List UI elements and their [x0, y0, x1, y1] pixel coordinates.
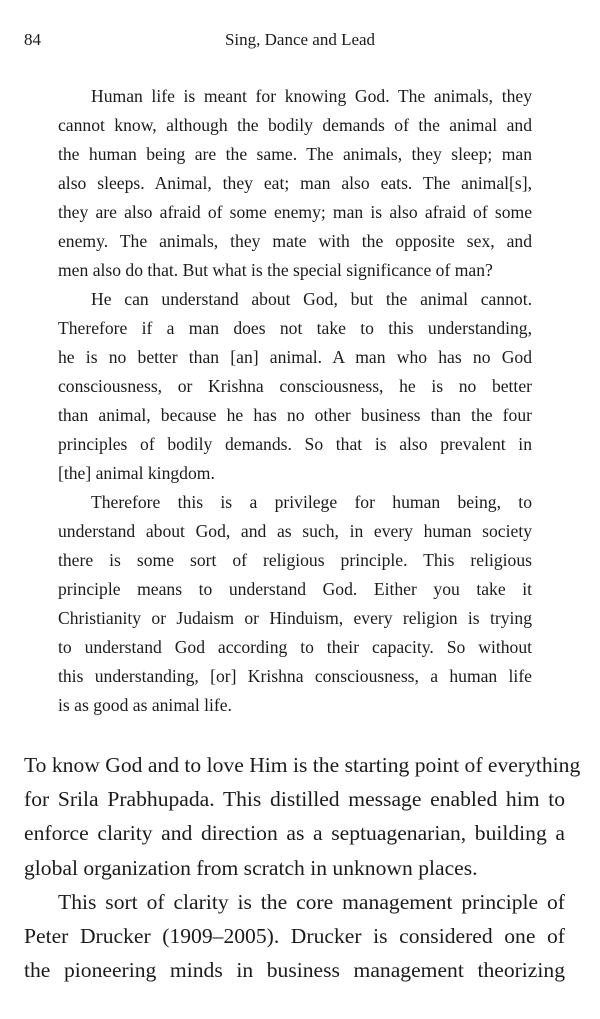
text-line: enemy. The animals, they mate with the opposite sex, and: [58, 231, 532, 251]
quote-paragraph: [58, 285, 532, 488]
quote-paragraph: [58, 82, 532, 285]
page-header: [0, 30, 600, 52]
text-line: Christianity or Judaism or Hinduism, every religion is trying: [58, 608, 532, 628]
text-line: Therefore if a man does not take to this understanding,: [58, 318, 532, 338]
body-paragraph: [24, 885, 565, 988]
text-line: consciousness, or Krishna consciousness, he is no better: [58, 376, 532, 396]
text-line: principles of bodily demands. So that is also prevalent in: [58, 434, 532, 454]
text-line: they are also afraid of some enemy; man is also afraid of some: [58, 202, 532, 222]
block-quote: [58, 82, 532, 720]
text-line: He can understand about God, but the animal cannot.: [91, 289, 532, 309]
running-head: Sing, Dance and Lead: [224, 30, 376, 49]
quote-paragraph: [58, 488, 532, 720]
text-line: also sleeps. Animal, they eat; man also eats. The animal[s],: [58, 173, 532, 193]
text-line: [the] animal kingdom.: [58, 463, 215, 483]
body-text: [24, 748, 581, 987]
text-line: enforce clarity and direction as a septuagenarian, building a: [24, 821, 565, 846]
text-line: the human being are the same. The animals, they sleep; man: [58, 144, 532, 164]
text-line: global organization from scratch in unknown places.: [24, 855, 478, 880]
text-line: To know God and to love Him is the starting point of everything: [24, 753, 581, 777]
text-line: the pioneering minds in business management theorizing: [24, 958, 565, 983]
text-line: Human life is meant for knowing God. The animals, they: [91, 86, 532, 106]
text-line: principle means to understand God. Either you take it: [58, 579, 532, 599]
text-line: there is some sort of religious principle. This religious: [58, 550, 532, 570]
text-line: than animal, because he has no other business than the four: [58, 405, 532, 425]
text-line: Therefore this is a privilege for human being, to: [91, 492, 532, 512]
text-line: for Srila Prabhupada. This distilled message enabled him to: [24, 787, 565, 812]
page-number: 84: [24, 30, 41, 49]
text-line: understand about God, and as such, in every human society: [58, 521, 532, 541]
text-line: men also do that. But what is the special significance of man?: [58, 260, 493, 280]
body-paragraph: [24, 748, 581, 885]
text-line: This sort of clarity is the core management principle of: [58, 889, 565, 914]
text-line: Peter Drucker (1909–2005). Drucker is considered one of: [24, 924, 565, 949]
text-line: he is no better than [an] animal. A man who has no God: [58, 347, 532, 367]
text-line: is as good as animal life.: [58, 695, 232, 715]
text-line: this understanding, [or] Krishna consciousness, a human life: [58, 666, 532, 686]
text-line: to understand God according to their capacity. So without: [58, 637, 532, 657]
text-line: cannot know, although the bodily demands of the animal and: [58, 115, 532, 135]
